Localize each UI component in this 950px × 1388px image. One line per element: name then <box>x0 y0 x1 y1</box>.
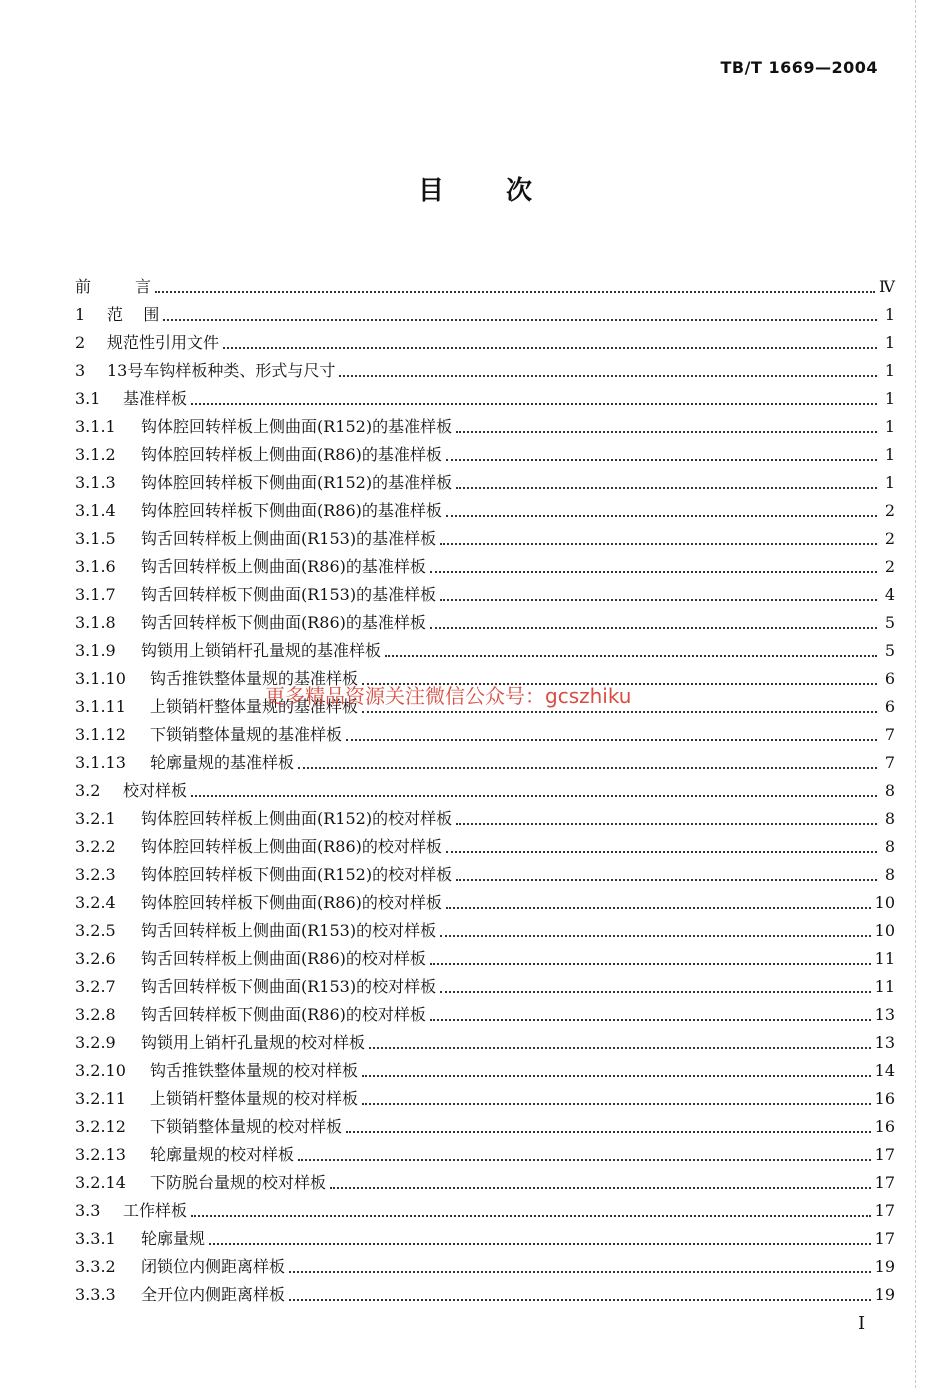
toc-entry-number: 3.2.6 <box>75 949 116 968</box>
toc-entry-number: 3 <box>75 361 86 380</box>
toc-entry-title: 下防脱台量规的校对样板 <box>150 1173 327 1192</box>
toc-entry-page: 10 <box>874 921 895 940</box>
toc-entry-page: 17 <box>874 1201 895 1220</box>
toc-entry[interactable] <box>75 1082 895 1110</box>
toc-leader-dots <box>223 347 877 349</box>
toc-leader-dots <box>289 1271 871 1273</box>
toc-entry[interactable] <box>75 1054 895 1082</box>
toc-entry-title: 钩舌推铁整体量规的校对样板 <box>150 1061 359 1080</box>
toc-entry-number: 3.2.10 <box>75 1061 126 1080</box>
toc-entry[interactable] <box>75 410 895 438</box>
watermark-text: 更多精品资源关注微信公众号：gcszhiku <box>265 684 632 708</box>
toc-entry-page: 19 <box>874 1285 895 1304</box>
toc-entry-number: 3.1.9 <box>75 641 116 660</box>
toc-entry-title: 钩舌推铁整体量规的基准样板 <box>150 669 359 688</box>
standard-number: TB/T 1669—2004 <box>720 58 878 77</box>
toc-leader-dots <box>430 627 877 629</box>
toc-entry-page: 1 <box>884 305 895 324</box>
toc-entry-page: 17 <box>874 1173 895 1192</box>
toc-entry-number: 3.2.7 <box>75 977 116 996</box>
toc-entry-title: 下锁销整体量规的校对样板 <box>150 1117 343 1136</box>
toc-entry[interactable] <box>75 802 895 830</box>
toc-entry-number: 2 <box>75 333 86 352</box>
toc-entry-title: 钩舌回转样板上侧曲面(R86)的校对样板 <box>141 949 426 968</box>
toc-leader-dots <box>346 1131 871 1133</box>
toc-entry-number: 3.1.11 <box>75 697 126 716</box>
toc-entry-title: 钩体腔回转样板下侧曲面(R86)的基准样板 <box>141 501 442 520</box>
toc-leader-dots <box>289 1299 871 1301</box>
toc-entry-page: 4 <box>884 585 895 604</box>
toc-leader-dots <box>446 851 877 853</box>
toc-entry-title: 钩体腔回转样板上侧曲面(R86)的校对样板 <box>141 837 442 856</box>
toc-leader-dots <box>440 991 871 993</box>
toc-entry-page: Ⅳ <box>879 277 895 296</box>
toc-leader-dots <box>362 1103 871 1105</box>
toc-entry[interactable] <box>75 1026 895 1054</box>
toc-entry-number: 3.3.3 <box>75 1285 116 1304</box>
toc-entry[interactable] <box>75 718 895 746</box>
toc-entry-page: 1 <box>884 417 895 436</box>
toc-entry-page: 8 <box>884 837 895 856</box>
toc-leader-dots <box>163 319 877 321</box>
toc-leader-dots <box>385 655 877 657</box>
toc-entry-page: 7 <box>884 753 895 772</box>
toc-entry-number: 3.1.6 <box>75 557 116 576</box>
toc-entry-number: 1 <box>75 305 86 324</box>
toc-entry-number: 3.2.5 <box>75 921 116 940</box>
toc-leader-dots <box>362 711 877 713</box>
toc-entry-page: 17 <box>874 1145 895 1164</box>
toc-entry-number: 3.1.7 <box>75 585 116 604</box>
toc-entry-page: 11 <box>874 949 895 968</box>
toc-leader-dots <box>191 403 877 405</box>
toc-leader-dots <box>440 543 877 545</box>
toc-entry-page: 19 <box>874 1257 895 1276</box>
toc-entry-page: 8 <box>884 865 895 884</box>
toc-entry-page: 16 <box>874 1117 895 1136</box>
toc-entry-number: 3.2.13 <box>75 1145 126 1164</box>
toc-entry-page: 8 <box>884 781 895 800</box>
toc-entry-number: 3.1.1 <box>75 417 116 436</box>
page-number: I <box>858 1313 866 1334</box>
toc-entry-title: 全开位内侧距离样板 <box>141 1285 286 1304</box>
toc-entry[interactable] <box>75 942 895 970</box>
toc-leader-dots <box>430 1019 871 1021</box>
toc-leader-dots <box>209 1243 871 1245</box>
toc-leader-dots <box>456 823 877 825</box>
toc-leader-dots <box>298 1159 871 1161</box>
toc-entry[interactable] <box>75 970 895 998</box>
toc-entry-title: 钩体腔回转样板上侧曲面(R152)的基准样板 <box>141 417 453 436</box>
toc-entry[interactable] <box>75 270 895 298</box>
toc-entry[interactable] <box>75 466 895 494</box>
toc-entry-number: 3.3 <box>75 1201 101 1220</box>
toc-entry-page: 13 <box>874 1005 895 1024</box>
toc-entry[interactable] <box>75 914 895 942</box>
toc-entry-page: 1 <box>884 445 895 464</box>
toc-entry[interactable] <box>75 1250 895 1278</box>
toc-entry[interactable] <box>75 494 895 522</box>
toc-leader-dots <box>298 767 877 769</box>
toc-entry-title: 钩舌回转样板上侧曲面(R153)的校对样板 <box>141 921 437 940</box>
toc-leader-dots <box>339 375 877 377</box>
toc-entry-title: 上锁销杆整体量规的校对样板 <box>150 1089 359 1108</box>
toc-entry-title: 钩锁用上锁销杆孔量规的基准样板 <box>141 641 382 660</box>
toc-entry[interactable] <box>75 858 895 886</box>
toc-entry-page: 7 <box>884 725 895 744</box>
toc-entry-title: 工作样板 <box>123 1201 188 1220</box>
toc-entry-title: 闭锁位内侧距离样板 <box>141 1257 286 1276</box>
toc-leader-dots <box>446 459 877 461</box>
toc-entry-number: 前 <box>75 277 92 296</box>
toc-entry-number: 3.2 <box>75 781 101 800</box>
toc-entry-title: 钩舌回转样板上侧曲面(R153)的基准样板 <box>141 529 437 548</box>
toc-entry-page: 6 <box>884 669 895 688</box>
toc-entry-title: 钩舌回转样板下侧曲面(R153)的校对样板 <box>141 977 437 996</box>
toc-entry-page: 16 <box>874 1089 895 1108</box>
toc-leader-dots <box>191 795 877 797</box>
toc-entry[interactable] <box>75 438 895 466</box>
toc-entry-page: 6 <box>884 697 895 716</box>
toc-leader-dots <box>191 1215 871 1217</box>
toc-entry-page: 14 <box>874 1061 895 1080</box>
toc-entry-number: 3.2.8 <box>75 1005 116 1024</box>
toc-entry-page: 2 <box>884 557 895 576</box>
toc-entry-number: 3.1.12 <box>75 725 126 744</box>
toc-leader-dots <box>440 935 871 937</box>
toc-entry-page: 1 <box>884 333 895 352</box>
toc-entry[interactable] <box>75 1194 895 1222</box>
toc-entry[interactable] <box>75 326 895 354</box>
toc-leader-dots <box>456 879 877 881</box>
toc-entry-title: 钩舌回转样板下侧曲面(R86)的校对样板 <box>141 1005 426 1024</box>
toc-entry-title: 言 <box>135 277 152 296</box>
toc-entry-title: 钩舌回转样板下侧曲面(R153)的基准样板 <box>141 585 437 604</box>
toc-entry-number: 3.1.4 <box>75 501 116 520</box>
toc-entry-number: 3.2.12 <box>75 1117 126 1136</box>
toc-entry-number: 3.1.10 <box>75 669 126 688</box>
toc-entry[interactable] <box>75 382 895 410</box>
toc-entry[interactable] <box>75 522 895 550</box>
toc-entry-number: 3.1.13 <box>75 753 126 772</box>
toc-entry-page: 10 <box>874 893 895 912</box>
toc-entry-title: 钩体腔回转样板下侧曲面(R152)的基准样板 <box>141 473 453 492</box>
toc-entry-number: 3.3.1 <box>75 1229 116 1248</box>
toc-entry[interactable] <box>75 354 895 382</box>
toc-entry-title: 下锁销整体量规的基准样板 <box>150 725 343 744</box>
toc-entry-number: 3.3.2 <box>75 1257 116 1276</box>
toc-entry-title: 钩锁用上销杆孔量规的校对样板 <box>141 1033 366 1052</box>
toc-leader-dots <box>430 571 877 573</box>
toc-entry-number: 3.2.1 <box>75 809 116 828</box>
toc-leader-dots <box>446 515 877 517</box>
toc-entry[interactable] <box>75 634 895 662</box>
toc-entry-title: 钩体腔回转样板下侧曲面(R86)的校对样板 <box>141 893 442 912</box>
toc-leader-dots <box>369 1047 871 1049</box>
toc-entry[interactable] <box>75 1222 895 1250</box>
toc-entry-number: 3.2.4 <box>75 893 116 912</box>
table-of-contents <box>75 270 895 1306</box>
toc-entry-title: 13号车钩样板种类、形式与尺寸 <box>107 361 336 380</box>
toc-entry-title: 基准样板 <box>123 389 188 408</box>
toc-leader-dots <box>430 963 871 965</box>
toc-entry-title: 钩舌回转样板上侧曲面(R86)的基准样板 <box>141 557 426 576</box>
toc-entry[interactable] <box>75 550 895 578</box>
toc-entry[interactable] <box>75 298 895 326</box>
toc-entry[interactable] <box>75 886 895 914</box>
toc-entry[interactable] <box>75 998 895 1026</box>
toc-leader-dots <box>362 1075 871 1077</box>
toc-entry-number: 3.1.3 <box>75 473 116 492</box>
toc-entry-title: 范 围 <box>107 305 160 324</box>
toc-entry-page: 2 <box>884 529 895 548</box>
toc-entry-page: 5 <box>884 613 895 632</box>
toc-entry-title: 钩舌回转样板下侧曲面(R86)的基准样板 <box>141 613 426 632</box>
toc-entry-number: 3.2.2 <box>75 837 116 856</box>
toc-leader-dots <box>346 739 877 741</box>
toc-leader-dots <box>446 907 871 909</box>
toc-entry-number: 3.1.8 <box>75 613 116 632</box>
toc-entry-title: 校对样板 <box>123 781 188 800</box>
toc-entry-number: 3.2.9 <box>75 1033 116 1052</box>
toc-entry-page: 2 <box>884 501 895 520</box>
toc-entry[interactable] <box>75 1110 895 1138</box>
toc-entry-title: 上锁销杆整体量规的基准样板 <box>150 697 359 716</box>
toc-entry[interactable] <box>75 1278 895 1306</box>
toc-entry[interactable] <box>75 606 895 634</box>
toc-entry-title: 轮廓量规的校对样板 <box>150 1145 295 1164</box>
toc-entry[interactable] <box>75 746 895 774</box>
toc-entry-page: 11 <box>874 977 895 996</box>
toc-entry-page: 13 <box>874 1033 895 1052</box>
toc-entry-number: 3.1.2 <box>75 445 116 464</box>
toc-entry-number: 3.2.3 <box>75 865 116 884</box>
toc-entry-page: 1 <box>884 389 895 408</box>
toc-entry-page: 1 <box>884 473 895 492</box>
toc-entry-title: 规范性引用文件 <box>107 333 220 352</box>
toc-entry[interactable] <box>75 1138 895 1166</box>
page-margin-line <box>915 0 917 1388</box>
toc-leader-dots <box>456 487 877 489</box>
toc-entry-page: 17 <box>874 1229 895 1248</box>
toc-leader-dots <box>155 291 875 293</box>
toc-entry-page: 8 <box>884 809 895 828</box>
toc-entry-title: 钩体腔回转样板上侧曲面(R152)的校对样板 <box>141 809 453 828</box>
toc-entry[interactable] <box>75 774 895 802</box>
toc-entry[interactable] <box>75 830 895 858</box>
toc-leader-dots <box>440 599 877 601</box>
toc-entry-title: 轮廓量规的基准样板 <box>150 753 295 772</box>
page-title: 目次 <box>417 176 594 206</box>
toc-entry-title: 钩体腔回转样板下侧曲面(R152)的校对样板 <box>141 865 453 884</box>
toc-leader-dots <box>456 431 877 433</box>
toc-entry-number: 3.1.5 <box>75 529 116 548</box>
toc-entry-number: 3.2.14 <box>75 1173 126 1192</box>
toc-entry-page: 5 <box>884 641 895 660</box>
toc-entry-title: 钩体腔回转样板上侧曲面(R86)的基准样板 <box>141 445 442 464</box>
toc-leader-dots <box>330 1187 871 1189</box>
toc-entry-number: 3.2.11 <box>75 1089 126 1108</box>
toc-entry[interactable] <box>75 578 895 606</box>
toc-entry-title: 轮廓量规 <box>141 1229 206 1248</box>
toc-entry[interactable] <box>75 1166 895 1194</box>
toc-entry-page: 1 <box>884 361 895 380</box>
toc-entry-number: 3.1 <box>75 389 101 408</box>
